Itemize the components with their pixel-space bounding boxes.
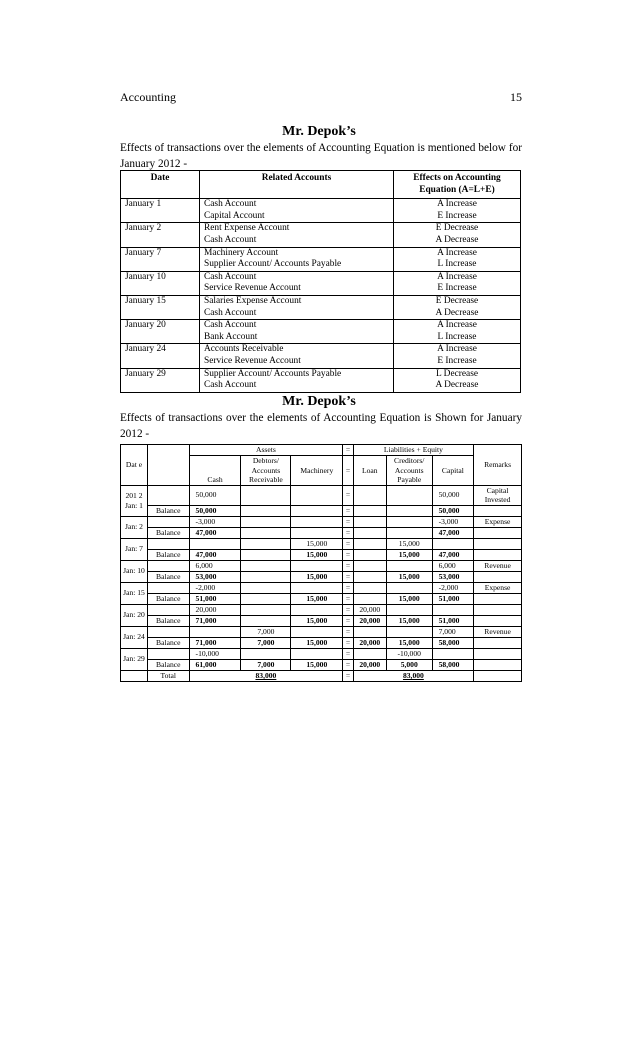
cell-cash: -2,000	[189, 582, 241, 593]
row-date: January 24	[121, 344, 200, 368]
cell-eq: =	[343, 648, 353, 659]
row-accounts	[200, 223, 394, 247]
cell-label	[148, 648, 190, 659]
cell-debtors: 7,000	[241, 659, 291, 670]
cell-eq: =	[343, 549, 353, 560]
transaction-row	[121, 538, 522, 549]
transaction-row	[121, 516, 522, 527]
cell-creditors: 5,000	[386, 659, 432, 670]
cell-machinery: 15,000	[291, 549, 343, 560]
cell-remarks: Revenue	[474, 560, 522, 571]
account-name: Cash Account	[204, 307, 257, 318]
cell-creditors: 15,000	[386, 637, 432, 648]
equals-header: =	[343, 456, 353, 486]
cell-creditors	[386, 485, 432, 505]
col-label-header	[148, 445, 190, 486]
cell-label	[148, 626, 190, 637]
balance-row	[121, 527, 522, 538]
cell-debtors	[241, 582, 291, 593]
cell-eq: =	[343, 516, 353, 527]
account-name: Machinery Account	[204, 247, 279, 258]
effects-table-body	[121, 199, 521, 393]
cell-loan	[353, 527, 386, 538]
cell-cash: -10,000	[189, 648, 241, 659]
cell-creditors	[386, 582, 432, 593]
entry-date: Jan: 24	[121, 626, 148, 648]
cell-machinery	[291, 626, 343, 637]
cell-remarks	[474, 615, 522, 626]
total-liabilities-equity: 83,000	[353, 670, 473, 681]
cell-eq: =	[343, 637, 353, 648]
cell-debtors	[241, 538, 291, 549]
cell-creditors	[386, 604, 432, 615]
effects-table-row	[121, 320, 521, 344]
section1-intro: Effects of transactions over the elements of Accounting Equation is mentioned below for January 2012 -	[120, 142, 522, 170]
account-name: Salaries Expense Account	[204, 295, 302, 306]
entry-date: Jan: 29	[121, 648, 148, 670]
cell-machinery: 15,000	[291, 538, 343, 549]
cell-label: Balance	[148, 659, 190, 670]
effects-table-row	[121, 344, 521, 368]
cell-capital: 50,000	[432, 485, 474, 505]
account-name: Service Revenue Account	[204, 355, 301, 366]
row-effects	[394, 271, 521, 295]
cell-cash: 50,000	[189, 505, 241, 516]
cell-label: Balance	[148, 615, 190, 626]
cell-label: Balance	[148, 505, 190, 516]
cell-label	[148, 538, 190, 549]
entry-date: Jan: 7	[121, 538, 148, 560]
cell-cash: 71,000	[189, 615, 241, 626]
effect-text: E Increase	[437, 355, 477, 366]
row-accounts	[200, 295, 394, 319]
row-effects	[394, 320, 521, 344]
col-date-header: Date	[121, 171, 200, 199]
row-accounts	[200, 344, 394, 368]
col-machinery-header: Machinery	[291, 456, 343, 486]
total-remarks	[474, 670, 522, 681]
effect-text: L Increase	[437, 331, 477, 342]
col-remarks-header: Remarks	[474, 445, 522, 486]
cell-cash	[189, 626, 241, 637]
balance-row	[121, 615, 522, 626]
cell-remarks	[474, 604, 522, 615]
balance-row	[121, 571, 522, 582]
cell-label: Balance	[148, 527, 190, 538]
cell-label	[148, 560, 190, 571]
cell-creditors	[386, 560, 432, 571]
entry-date: Jan: 2	[121, 516, 148, 538]
effects-table-row	[121, 199, 521, 223]
effects-table-row	[121, 368, 521, 392]
cell-cash: 6,000	[189, 560, 241, 571]
cell-capital: 47,000	[432, 549, 474, 560]
cell-debtors	[241, 604, 291, 615]
cell-creditors	[386, 505, 432, 516]
cell-debtors	[241, 505, 291, 516]
cell-remarks	[474, 648, 522, 659]
effect-text: A Decrease	[435, 307, 479, 318]
equation-table	[120, 444, 522, 682]
row-date: January 10	[121, 271, 200, 295]
account-name: Supplier Account/ Accounts Payable	[204, 259, 342, 270]
cell-machinery: 15,000	[291, 659, 343, 670]
cell-eq: =	[343, 571, 353, 582]
transaction-row	[121, 604, 522, 615]
cell-loan: 20,000	[353, 615, 386, 626]
account-name: Cash Account	[204, 320, 257, 331]
cell-remarks: Capital Invested	[474, 485, 522, 505]
col-accounts-header: Related Accounts	[200, 171, 394, 199]
cell-debtors	[241, 593, 291, 604]
cell-creditors: 15,000	[386, 593, 432, 604]
cell-cash: 61,000	[189, 659, 241, 670]
cell-creditors: 15,000	[386, 538, 432, 549]
section2-title: Mr. Depok’s	[282, 394, 356, 409]
cell-debtors	[241, 648, 291, 659]
cell-loan	[353, 593, 386, 604]
effects-table-row	[121, 295, 521, 319]
cell-label	[148, 516, 190, 527]
effects-table-row	[121, 271, 521, 295]
cell-eq: =	[343, 604, 353, 615]
cell-capital: 53,000	[432, 571, 474, 582]
row-accounts	[200, 368, 394, 392]
effect-text: E Increase	[437, 210, 477, 221]
transaction-row	[121, 560, 522, 571]
cell-debtors	[241, 485, 291, 505]
cell-capital	[432, 538, 474, 549]
cell-remarks	[474, 659, 522, 670]
cell-capital: 58,000	[432, 659, 474, 670]
cell-cash: 51,000	[189, 593, 241, 604]
effect-text: E Decrease	[435, 223, 479, 234]
transaction-row	[121, 648, 522, 659]
cell-remarks	[474, 549, 522, 560]
running-header: Accounting	[120, 90, 176, 104]
effect-text: A Increase	[437, 344, 477, 355]
row-date: January 1	[121, 199, 200, 223]
row-effects	[394, 199, 521, 223]
effect-text: A Increase	[437, 247, 477, 258]
cell-machinery	[291, 527, 343, 538]
cell-creditors	[386, 516, 432, 527]
col-cash-header: Cash	[189, 456, 241, 486]
cell-cash	[189, 538, 241, 549]
cell-loan	[353, 571, 386, 582]
cell-capital: 51,000	[432, 593, 474, 604]
cell-remarks: Expense	[474, 582, 522, 593]
cell-creditors: 15,000	[386, 615, 432, 626]
cell-debtors	[241, 615, 291, 626]
cell-capital: 58,000	[432, 637, 474, 648]
group-header-row	[121, 445, 522, 456]
col-capital-header: Capital	[432, 456, 474, 486]
cell-loan	[353, 538, 386, 549]
effect-text: E Decrease	[435, 295, 479, 306]
effect-text: E Increase	[437, 283, 477, 294]
row-date: January 7	[121, 247, 200, 271]
cell-machinery	[291, 485, 343, 505]
cell-capital	[432, 648, 474, 659]
cell-creditors: -10,000	[386, 648, 432, 659]
col-date-header: Dat e	[121, 445, 148, 486]
cell-eq: =	[343, 593, 353, 604]
total-equals: =	[343, 670, 353, 681]
equation-table-body	[121, 445, 522, 682]
transaction-row	[121, 626, 522, 637]
total-row	[121, 670, 522, 681]
account-name: Rent Expense Account	[204, 223, 290, 234]
transaction-row	[121, 582, 522, 593]
row-accounts	[200, 247, 394, 271]
cell-machinery: 15,000	[291, 593, 343, 604]
cell-creditors: 15,000	[386, 571, 432, 582]
cell-debtors: 7,000	[241, 637, 291, 648]
assets-group-header: Assets	[189, 445, 343, 456]
cell-loan: 20,000	[353, 604, 386, 615]
account-name: Accounts Receivable	[204, 344, 284, 355]
cell-debtors	[241, 571, 291, 582]
cell-loan	[353, 560, 386, 571]
cell-capital: -3,000	[432, 516, 474, 527]
balance-row	[121, 505, 522, 516]
cell-debtors	[241, 527, 291, 538]
effect-text: A Increase	[437, 271, 477, 282]
cell-eq: =	[343, 560, 353, 571]
cell-eq: =	[343, 582, 353, 593]
cell-capital	[432, 604, 474, 615]
cell-cash: 20,000	[189, 604, 241, 615]
account-name: Cash Account	[204, 271, 257, 282]
cell-capital: 51,000	[432, 615, 474, 626]
effects-table-header	[121, 171, 521, 199]
effect-text: A Increase	[437, 320, 477, 331]
row-accounts	[200, 199, 394, 223]
page-number: 15	[510, 90, 522, 104]
cell-machinery: 15,000	[291, 571, 343, 582]
entry-date: Jan: 10	[121, 560, 148, 582]
account-name: Cash Account	[204, 234, 257, 245]
cell-debtors	[241, 549, 291, 560]
cell-creditors: 15,000	[386, 549, 432, 560]
cell-loan	[353, 485, 386, 505]
cell-loan: 20,000	[353, 637, 386, 648]
cell-remarks: Expense	[474, 516, 522, 527]
cell-label: Balance	[148, 549, 190, 560]
cell-loan	[353, 516, 386, 527]
cell-creditors	[386, 626, 432, 637]
cell-eq: =	[343, 626, 353, 637]
cell-debtors: 7,000	[241, 626, 291, 637]
row-date: January 20	[121, 320, 200, 344]
cell-cash: 71,000	[189, 637, 241, 648]
cell-machinery	[291, 604, 343, 615]
cell-eq: =	[343, 485, 353, 505]
cell-eq: =	[343, 505, 353, 516]
liabilities-equity-group-header: Liabilities + Equity	[353, 445, 473, 456]
cell-loan	[353, 549, 386, 560]
account-name: Capital Account	[204, 210, 265, 221]
cell-loan	[353, 582, 386, 593]
account-name: Cash Account	[204, 199, 257, 210]
row-effects	[394, 247, 521, 271]
effect-text: A Decrease	[435, 234, 479, 245]
cell-eq: =	[343, 538, 353, 549]
cell-label: Balance	[148, 571, 190, 582]
row-date: January 2	[121, 223, 200, 247]
row-accounts	[200, 320, 394, 344]
row-accounts	[200, 271, 394, 295]
col-effects-header: Effects on Accounting Equation (A=L+E)	[394, 171, 521, 199]
cell-machinery	[291, 582, 343, 593]
account-name: Cash Account	[204, 380, 257, 391]
col-loan-header: Loan	[353, 456, 386, 486]
cell-cash: -3,000	[189, 516, 241, 527]
cell-eq: =	[343, 527, 353, 538]
cell-loan	[353, 648, 386, 659]
effect-text: L Decrease	[435, 368, 479, 379]
cell-capital: 47,000	[432, 527, 474, 538]
effect-text: A Decrease	[435, 380, 479, 391]
cell-machinery	[291, 516, 343, 527]
equals-header: =	[343, 445, 353, 456]
cell-loan	[353, 626, 386, 637]
cell-cash: 47,000	[189, 527, 241, 538]
account-name: Service Revenue Account	[204, 283, 301, 294]
cell-remarks	[474, 637, 522, 648]
row-effects	[394, 223, 521, 247]
account-name: Supplier Account/ Accounts Payable	[204, 368, 342, 379]
effect-text: L Increase	[437, 259, 477, 270]
cell-remarks	[474, 538, 522, 549]
cell-eq: =	[343, 615, 353, 626]
balance-row	[121, 549, 522, 560]
row-date: January 29	[121, 368, 200, 392]
cell-capital: -2,000	[432, 582, 474, 593]
row-effects	[394, 295, 521, 319]
cell-label	[148, 582, 190, 593]
row-effects	[394, 368, 521, 392]
cell-remarks	[474, 505, 522, 516]
entry-date: 201 2 Jan: 1	[121, 485, 148, 516]
total-assets: 83,000	[189, 670, 343, 681]
cell-cash: 53,000	[189, 571, 241, 582]
cell-remarks	[474, 593, 522, 604]
cell-creditors	[386, 527, 432, 538]
entry-date: Jan: 15	[121, 582, 148, 604]
effects-table-row	[121, 247, 521, 271]
cell-machinery: 15,000	[291, 637, 343, 648]
account-name: Bank Account	[204, 331, 258, 342]
row-effects	[394, 344, 521, 368]
balance-row	[121, 593, 522, 604]
cell-capital: 7,000	[432, 626, 474, 637]
cell-machinery	[291, 505, 343, 516]
cell-capital: 50,000	[432, 505, 474, 516]
cell-remarks: Revenue	[474, 626, 522, 637]
cell-label: Balance	[148, 593, 190, 604]
col-creditors-header: Creditors/ Accounts Payable	[386, 456, 432, 486]
effects-table-row	[121, 223, 521, 247]
transaction-row	[121, 485, 522, 505]
total-label: Total	[148, 670, 190, 681]
cell-loan: 20,000	[353, 659, 386, 670]
effect-text: A Increase	[437, 199, 477, 210]
cell-debtors	[241, 516, 291, 527]
cell-label: Balance	[148, 637, 190, 648]
section2-intro: Effects of transactions over the elements of Accounting Equation is Shown for January 2012 -	[120, 412, 522, 440]
section1-title: Mr. Depok’s	[282, 124, 356, 139]
cell-machinery	[291, 648, 343, 659]
cell-cash: 50,000	[189, 485, 241, 505]
total-blank	[121, 670, 148, 681]
entry-date: Jan: 20	[121, 604, 148, 626]
cell-label	[148, 485, 190, 505]
cell-remarks	[474, 571, 522, 582]
cell-cash: 47,000	[189, 549, 241, 560]
cell-eq: =	[343, 659, 353, 670]
cell-debtors	[241, 560, 291, 571]
cell-machinery: 15,000	[291, 615, 343, 626]
cell-capital: 6,000	[432, 560, 474, 571]
balance-row	[121, 659, 522, 670]
effects-table	[120, 170, 521, 393]
balance-row	[121, 637, 522, 648]
col-debtors-header: Debtors/ Accounts Receivable	[241, 456, 291, 486]
row-date: January 15	[121, 295, 200, 319]
cell-loan	[353, 505, 386, 516]
cell-label	[148, 604, 190, 615]
cell-remarks	[474, 527, 522, 538]
cell-machinery	[291, 560, 343, 571]
